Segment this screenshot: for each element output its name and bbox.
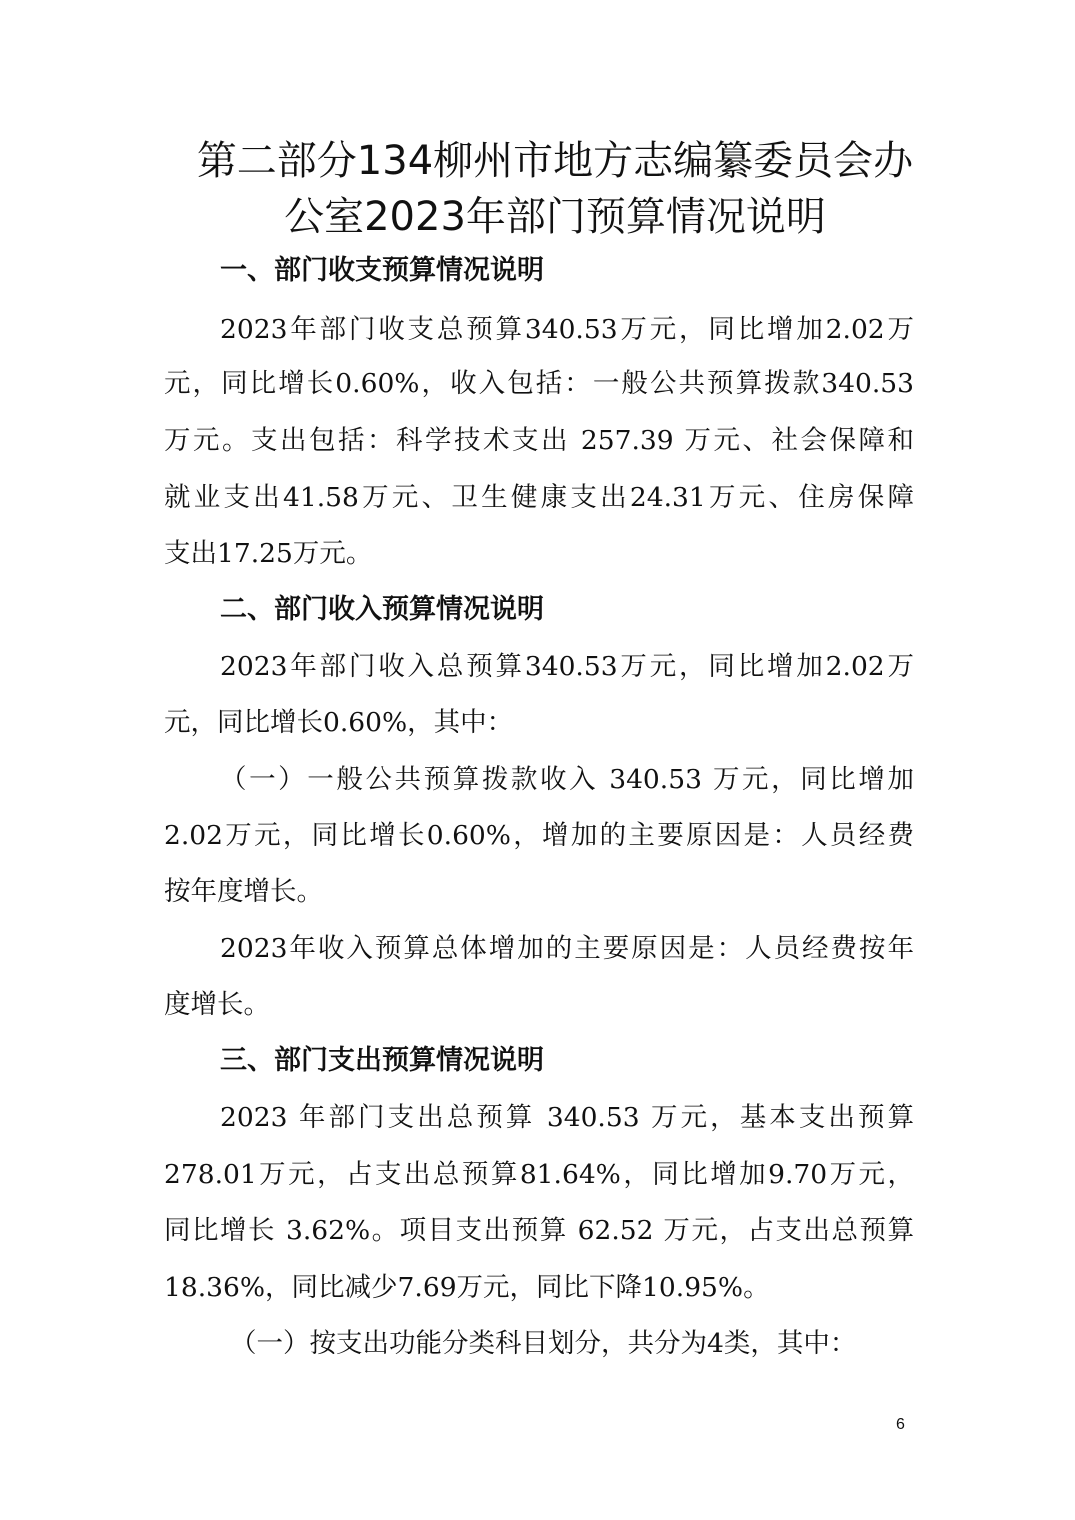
- section-2-line: 2023年收入预算总体增加的主要原因是：人员经费按年: [220, 933, 914, 964]
- section-3-heading: 三、部门支出预算情况说明: [220, 1045, 544, 1076]
- section-2-line: 度增长。: [164, 989, 270, 1020]
- section-1-line: 就业支出41.58万元、卫生健康支出24.31万元、住房保障: [164, 482, 914, 513]
- section-2-line: 按年度增长。: [164, 876, 323, 907]
- section-3-line: 18.36%，同比减少7.69万元，同比下降10.95%。: [164, 1272, 770, 1303]
- section-3-line: 2023 年部门支出总预算 340.53 万元，基本支出预算: [220, 1102, 914, 1133]
- document-title-line-1: 第二部分134柳州市地方志编纂委员会办: [196, 138, 914, 184]
- section-1-line: 万元。支出包括：科学技术支出 257.39 万元、社会保障和: [164, 425, 914, 456]
- section-2-heading: 二、部门收入预算情况说明: [220, 594, 544, 625]
- section-3-line: 278.01万元，占支出总预算81.64%，同比增加9.70万元，: [164, 1159, 914, 1190]
- section-3-line: （一）按支出功能分类科目划分，共分为4类，其中：: [230, 1328, 857, 1359]
- section-3-line: 同比增长 3.62%。项目支出预算 62.52 万元，占支出总预算: [164, 1215, 914, 1246]
- document-title-line-2: 公室2023年部门预算情况说明: [284, 194, 826, 240]
- section-1-line: 2023年部门收支总预算340.53万元，同比增加2.02万: [220, 314, 914, 345]
- page-number: 6: [896, 1416, 905, 1433]
- section-1-heading: 一、部门收支预算情况说明: [220, 255, 544, 286]
- section-2-line: 元，同比增长0.60%，其中：: [164, 707, 514, 738]
- section-1-line: 元，同比增长0.60%，收入包括：一般公共预算拨款340.53: [164, 368, 914, 399]
- section-2-line: （一）一般公共预算拨款收入 340.53 万元，同比增加: [220, 764, 914, 795]
- section-1-line: 支出17.25万元。: [164, 538, 373, 569]
- section-2-line: 2.02万元，同比增长0.60%，增加的主要原因是：人员经费: [164, 820, 914, 851]
- section-2-line: 2023年部门收入总预算340.53万元，同比增加2.02万: [220, 651, 914, 682]
